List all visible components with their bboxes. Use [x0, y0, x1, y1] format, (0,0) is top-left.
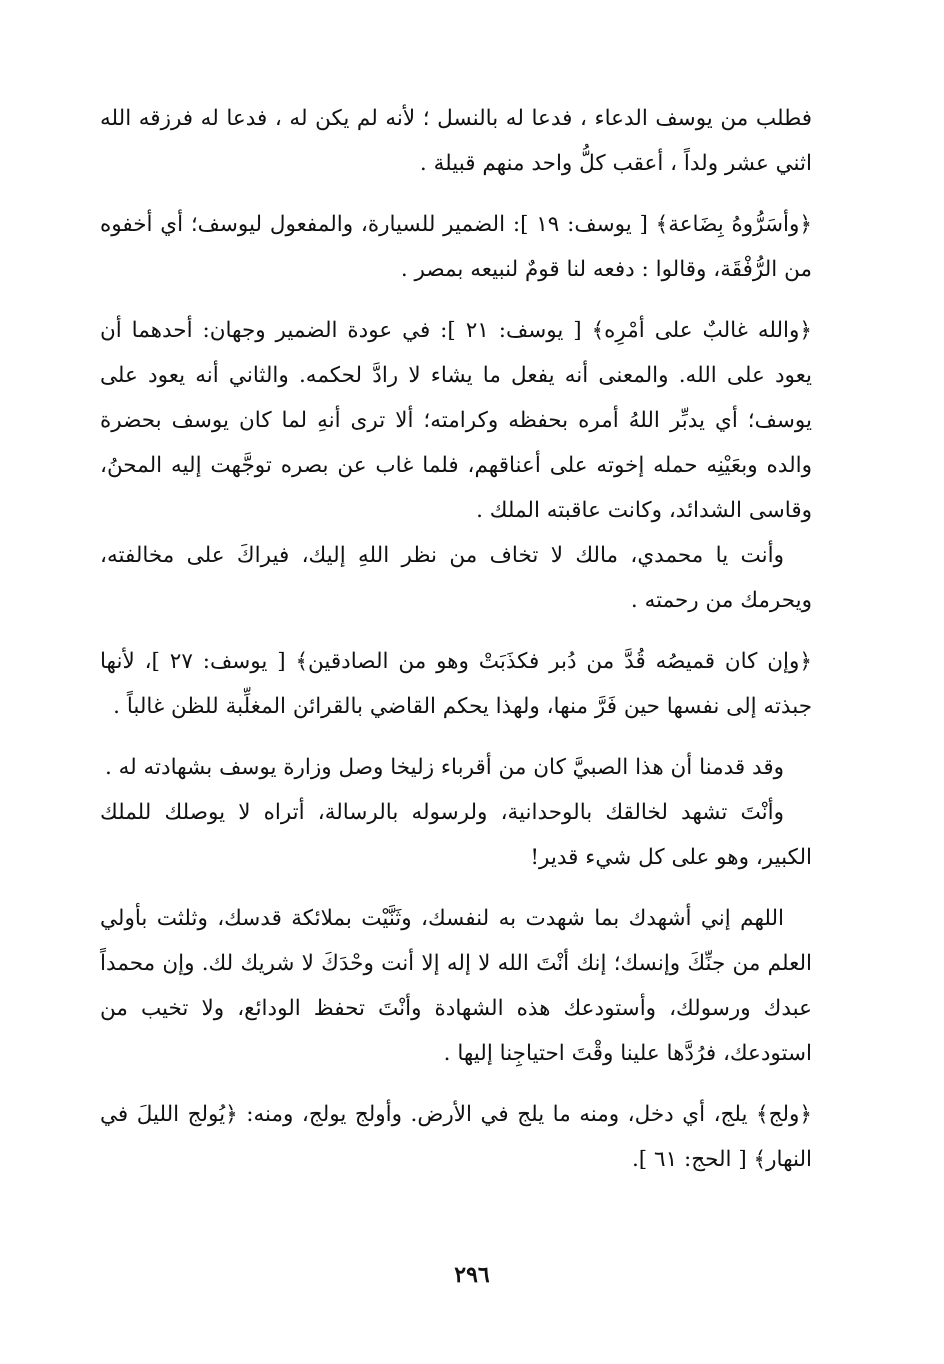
page-body — [100, 96, 812, 1182]
paragraph-3: ﴿والله غالبٌ على أمْرِه﴾ [ يوسف: ٢١ ]: في عودة الضمير وجهان: أحدهما أن يعود على الله. والمعنى أنه يفعل ما يشاء لا رادَّ لحكمه. والثاني أنه يعود على يوسف؛ أي يدبِّر اللهُ أمره بحفظه وكرامته؛ ألا ترى أنهِ لما كان يوسف بحضرة والده وبعَيْنِه حمله إخوته على أعناقهم، فلما غاب عن بصره توجَّهت إليه المحنُ، وقاسى الشدائد، وكانت عاقبته الملك . — [100, 318, 812, 523]
paragraph-9: ﴿ولج﴾ يلج، أي دخل، ومنه ما يلج في الأرض. وأولج يولج، ومنه: ﴿يُولج الليلَ في النهار﴾ [ الحج: ٦١ ]. — [100, 1102, 812, 1172]
paragraph-5: ﴿وإن كان قميصُه قُدَّ من دُبر فكذَبَتْ وهو من الصادقين﴾ [ يوسف: ٢٧ ]، لأنها جبذته إلى نفسها حين فَرَّ منها، ولهذا يحكم القاضي بالقرائن المغلِّبة للظن غالباً . — [100, 649, 813, 719]
paragraph-2: ﴿وأسَرُّوهُ بِضَاعة﴾ [ يوسف: ١٩ ]: الضمير للسيارة، والمفعول ليوسف؛ أي أخفوه من الرُّفْقَة، وقالوا : دفعه لنا قومٌ لنبيعه بمصر . — [100, 212, 812, 282]
paragraph-4: وأنت يا محمدي، مالك لا تخاف من نظر اللهِ إليك، فيراكَ على مخالفته، ويحرمك من رحمته . — [100, 543, 812, 613]
page-number: ٢٩٦ — [454, 1262, 490, 1288]
paragraph-1: فطلب من يوسف الدعاء ، فدعا له بالنسل ؛ لأنه لم يكن له ، فدعا له فرزقه الله اثني عشر ولداً ، أعقب كلُّ واحد منهم قبيلة . — [100, 106, 812, 176]
paragraph-6: وقد قدمنا أن هذا الصبيَّ كان من أقرباء زليخا وصل وزارة يوسف بشهادته له . — [104, 755, 784, 780]
paragraph-8: اللهم إني أشهدك بما شهدت به لنفسك، وثَنَّيْت بملائكة قدسك، وثلثت بأولي العلم من جنِّكَ وإنسك؛ إنك أنْتَ الله لا إله إلا أنت وحْدَكَ لا شريك لك. وإن محمداً عبدك ورسولك، وأستودعك هذه الشهادة وأنْتَ تحفظ الودائع، ولا تخيب من استودعك، فرُدَّها علينا وقْتَ احتياجِنا إليها . — [100, 906, 812, 1066]
paragraph-7: وأنْتَ تشهد لخالقك بالوحدانية، ولرسوله بالرسالة، أتراه لا يوصلك للملك الكبير، وهو على كل شيء قدير! — [100, 800, 812, 870]
